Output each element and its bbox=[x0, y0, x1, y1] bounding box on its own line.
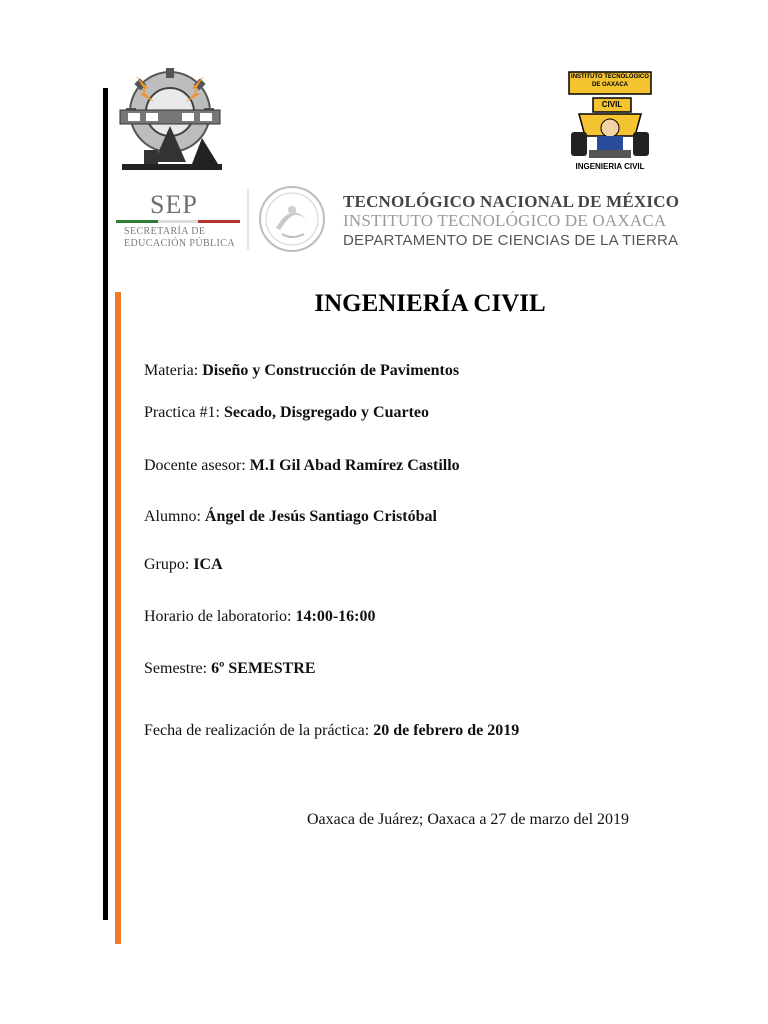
left-black-rule bbox=[103, 88, 108, 920]
field-value: Secado, Disgregado y Cuarteo bbox=[223, 404, 429, 421]
field-label: Semestre: bbox=[144, 660, 212, 677]
field-label: Practica #1: bbox=[144, 404, 224, 421]
field-semestre bbox=[144, 660, 316, 678]
document-title: INGENIERÍA CIVIL bbox=[314, 290, 546, 317]
field-value: 14:00-16:00 bbox=[295, 608, 376, 625]
field-fecha bbox=[144, 722, 519, 740]
header-ito: INSTITUTO TECNOLÓGICO DE OAXACA bbox=[343, 211, 667, 230]
field-grupo bbox=[144, 556, 223, 574]
field-value: M.I Gil Abad Ramírez Castillo bbox=[249, 457, 460, 474]
ito-logo-icon bbox=[114, 66, 226, 174]
field-value: ICA bbox=[193, 556, 223, 573]
field-alumno bbox=[144, 508, 437, 526]
header-tecnm: TECNOLÓGICO NACIONAL DE MÉXICO bbox=[343, 192, 680, 211]
mexico-national-seal-icon bbox=[246, 182, 330, 256]
field-practica bbox=[144, 404, 429, 422]
field-value: 6º SEMESTRE bbox=[211, 660, 316, 677]
field-docente bbox=[144, 457, 460, 475]
sep-logo bbox=[110, 182, 246, 256]
field-label: Horario de laboratorio: bbox=[144, 608, 296, 625]
sep-flag-rule-icon bbox=[116, 220, 240, 223]
sep-logo-line1: SECRETARÍA DE bbox=[124, 226, 206, 237]
place-and-date: Oaxaca de Juárez; Oaxaca a 27 de marzo del 2019 bbox=[307, 811, 630, 828]
header-department: DEPARTAMENTO DE CIENCIAS DE LA TIERRA bbox=[343, 232, 679, 249]
field-label: Alumno: bbox=[144, 508, 205, 525]
field-label: Fecha de realización de la práctica: bbox=[144, 722, 374, 739]
civil-logo-bottom-text: INGENIERIA CIVIL bbox=[575, 162, 645, 171]
civil-logo-badge: CIVIL bbox=[601, 100, 623, 109]
field-value: Ángel de Jesús Santiago Cristóbal bbox=[204, 508, 437, 525]
sep-logo-line2: EDUCACIÓN PÚBLICA bbox=[124, 238, 235, 249]
field-label: Materia: bbox=[144, 362, 203, 379]
sep-logo-word: SEP bbox=[150, 190, 198, 219]
field-materia bbox=[144, 362, 459, 380]
ingenieria-civil-logo bbox=[565, 70, 655, 178]
left-orange-rule bbox=[115, 292, 121, 944]
field-label: Grupo: bbox=[144, 556, 194, 573]
civil-logo-top-text: INSTITUTO TECNOLÓGICO DE OAXACA bbox=[571, 74, 649, 88]
field-value: 20 de febrero de 2019 bbox=[373, 722, 520, 739]
field-horario bbox=[144, 608, 375, 626]
field-value: Diseño y Construcción de Pavimentos bbox=[202, 362, 460, 379]
field-label: Docente asesor: bbox=[144, 457, 250, 474]
